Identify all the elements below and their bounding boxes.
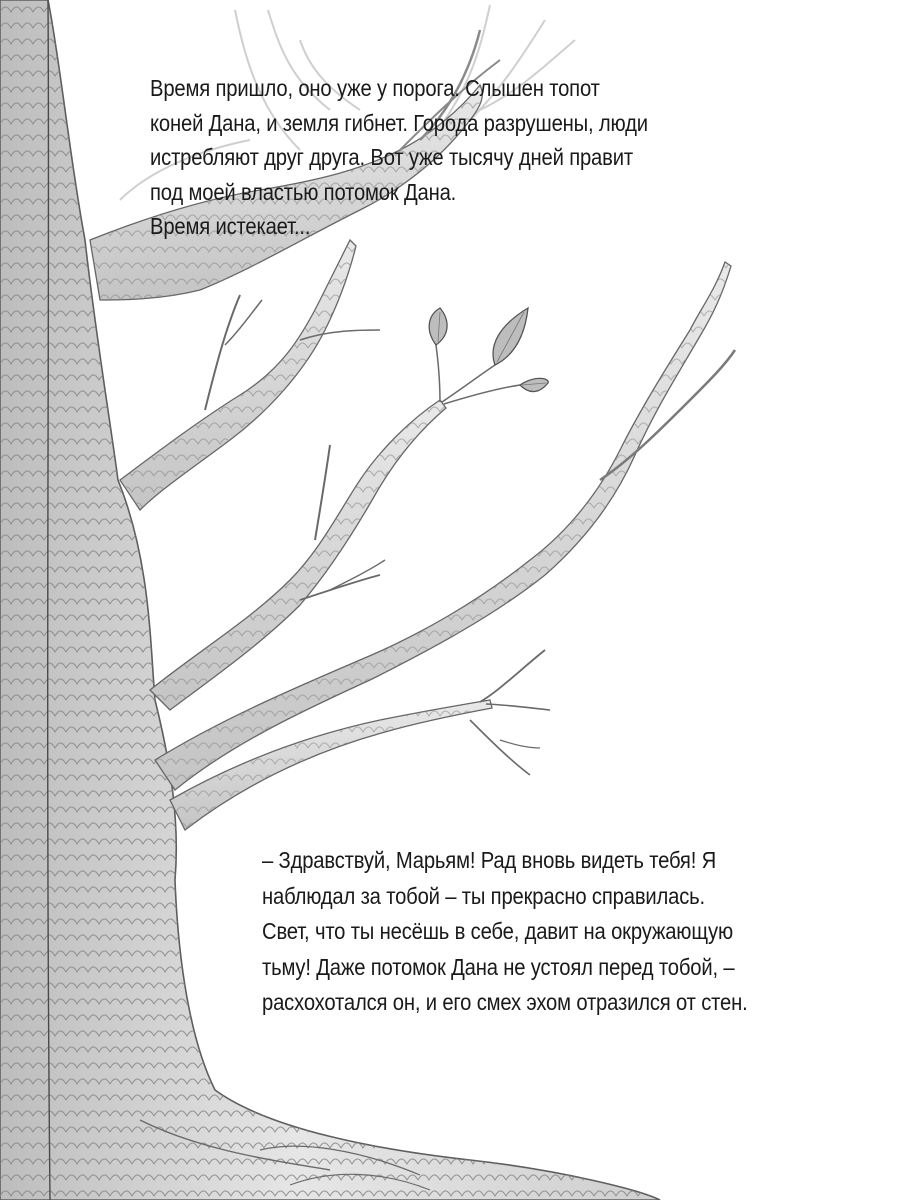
- leaves: [429, 308, 548, 392]
- dialogue-paragraph: [262, 843, 748, 1021]
- narration-paragraph: [150, 71, 648, 244]
- narration-line: истребляют друг друга. Вот уже тысячу дней правит: [150, 144, 633, 170]
- narration-line: Время истекает...: [150, 213, 311, 239]
- narration-line: коней Дана, и земля гибнет. Города разрушены, люди: [150, 109, 648, 136]
- dialogue-line: наблюдал за тобой – ты прекрасно справилась.: [262, 882, 706, 909]
- center-branch: [150, 345, 520, 710]
- dialogue-line: расхохотался он, и его смех эхом отразился от стен.: [262, 989, 748, 1015]
- dialogue-line: Свет, что ты несёшь в себе, давит на окружающую: [262, 918, 733, 944]
- dialogue-line: тьму! Даже потомок Дана не устоял перед тобой, –: [262, 953, 735, 980]
- narration-line: под моей властью потомок Дана.: [150, 178, 457, 205]
- dialogue-line: – Здравствуй, Марьям! Рад вновь видеть тебя! Я: [262, 847, 717, 873]
- narration-line: Время пришло, оно уже у порога. Слышен топот: [150, 75, 600, 101]
